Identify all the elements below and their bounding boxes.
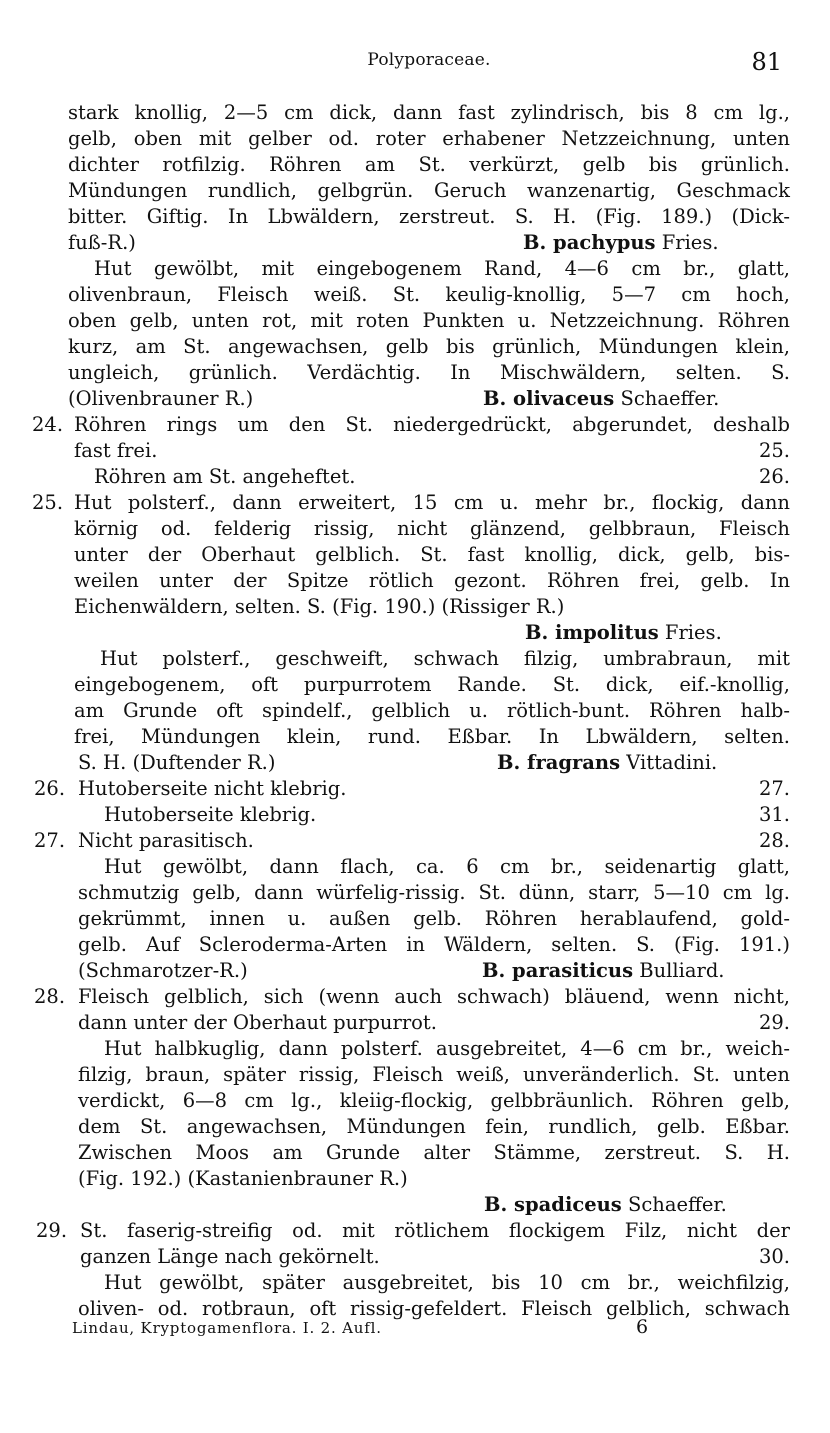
key-text: ganzen Länge nach gekörnelt. — [80, 1245, 380, 1268]
key-number: 25. — [32, 491, 64, 514]
text-line: Röhren rings um den St. niedergedrückt, abgerundet, deshalb — [74, 413, 790, 436]
text-line: filzig, braun, später rissig, Fleisch weiß, unveränderlich. St. unten — [78, 1063, 790, 1086]
text-line: kurz, am St. angewachsen, gelb bis grünlich, Mündungen klein, — [68, 335, 790, 358]
text-line: Hut gewölbt, mit eingebogenem Rand, 4—6 cm br., glatt, — [94, 257, 790, 280]
text-line: (Schmarotzer-R.) — [78, 959, 248, 982]
text-line: ungleich, grünlich. Verdächtig. In Mischwäldern, selten. S. — [68, 361, 790, 384]
key-text: Hutoberseite nicht klebrig. — [78, 777, 347, 800]
key-line — [78, 1010, 790, 1036]
key-line — [78, 776, 790, 802]
page-header — [68, 48, 790, 88]
text-line: Eichenwäldern, selten. S. (Fig. 190.) (Rissiger R.) — [74, 595, 565, 618]
text-line: Fleisch gelblich, sich (wenn auch schwach) bläuend, wenn nicht, — [78, 985, 790, 1008]
species-author: Fries. — [658, 621, 722, 644]
key-target: 29. — [758, 1011, 790, 1034]
species-binomial: B. pachypus — [523, 231, 656, 254]
text-line: gelb. Auf Scleroderma-Arten in Wäldern, selten. S. (Fig. 191.) — [78, 933, 790, 956]
text-line: stark knollig, 2—5 cm dick, dann fast zylindrisch, bis 8 cm lg., — [68, 101, 790, 124]
page-footer — [72, 1316, 792, 1342]
text-line: oben gelb, unten rot, mit roten Punkten u. Netzzeichnung. Röhren — [68, 309, 790, 332]
key-number: 29. — [36, 1219, 68, 1242]
key-text: Nicht parasitisch. — [78, 829, 254, 852]
text-line: olivenbraun, Fleisch weiß. St. keulig-knollig, 5—7 cm hoch, — [68, 283, 790, 306]
key-target: 27. — [758, 777, 790, 800]
text-line: Hut polsterf., geschweift, schwach filzig, umbrabraun, mit — [100, 647, 790, 670]
key-target: 26. — [758, 465, 790, 488]
key-line — [74, 438, 790, 464]
species-binomial: B. parasiticus — [482, 959, 634, 982]
text-line: bitter. Giftig. In Lbwäldern, zerstreut. S. H. (Fig. 189.) (Dick- — [68, 205, 790, 228]
key-line — [80, 1244, 790, 1270]
key-text: Röhren am St. angeheftet. — [94, 465, 356, 488]
text-line: Zwischen Moos am Grunde alter Stämme, zerstreut. S. H. — [78, 1141, 790, 1164]
species-name — [482, 958, 725, 984]
key-target: 31. — [758, 803, 790, 826]
text-line: gekrümmt, innen u. außen gelb. Röhren herablaufend, gold- — [78, 907, 790, 930]
species-name — [484, 1192, 727, 1218]
species-name — [525, 620, 722, 646]
key-line — [78, 828, 790, 854]
key-number: 26. — [34, 777, 66, 800]
species-author: Bulliard. — [633, 959, 725, 982]
text-line: weilen unter der Spitze rötlich gezont. Röhren frei, gelb. In — [74, 569, 790, 592]
key-target: 25. — [758, 439, 790, 462]
text-line: (Olivenbrauner R.) — [68, 387, 254, 410]
species-name — [497, 750, 717, 776]
species-binomial: B. impolitus — [525, 621, 659, 644]
text-line: eingebogenem, oft purpurrotem Rande. St. dick, eif.-knollig, — [74, 673, 790, 696]
species-binomial: B. olivaceus — [483, 387, 615, 410]
text-line: (Fig. 192.) (Kastanienbrauner R.) — [78, 1167, 408, 1190]
species-author: Schaeffer. — [621, 1193, 727, 1216]
text-line: St. faserig-streifig od. mit rötlichem flockigem Filz, nicht der — [80, 1219, 790, 1242]
text-line: Mündungen rundlich, gelbgrün. Geruch wanzenartig, Geschmack — [68, 179, 790, 202]
key-number: 27. — [34, 829, 66, 852]
text-line: gelb, oben mit gelber od. roter erhabener Netzzeichnung, unten — [68, 127, 790, 150]
species-binomial: B. spadiceus — [484, 1193, 622, 1216]
text-line: verdickt, 6—8 cm lg., kleiig-flockig, gelbbräunlich. Röhren gelb, — [78, 1089, 790, 1112]
text-line: am Grunde oft spindelf., gelblich u. rötlich-bunt. Röhren halb- — [74, 699, 790, 722]
signature-mark: 6 — [636, 1316, 649, 1338]
key-number: 28. — [34, 985, 66, 1008]
footer-source: Lindau, Kryptogamenflora. I. 2. Aufl. — [72, 1319, 382, 1337]
text-line: Hut polsterf., dann erweitert, 15 cm u. mehr br., flockig, dann — [74, 491, 790, 514]
text-line: schmutzig gelb, dann würfelig-rissig. St. dünn, starr, 5—10 cm lg. — [78, 881, 790, 904]
species-author: Vittadini. — [620, 751, 718, 774]
text-line: dem St. angewachsen, Mündungen fein, rundlich, gelb. Eßbar. — [78, 1115, 790, 1138]
key-text: Hutoberseite klebrig. — [104, 803, 317, 826]
text-line: körnig od. felderig rissig, nicht glänzend, gelbbraun, Fleisch — [74, 517, 790, 540]
species-name — [523, 230, 719, 256]
page-number: 81 — [751, 48, 782, 76]
species-author: Fries. — [655, 231, 719, 254]
text-line: S. H. (Duftender R.) — [78, 751, 276, 774]
text-line: unter der Oberhaut gelblich. St. fast knollig, dick, gelb, bis- — [74, 543, 790, 566]
text-line: oliven- od. rotbraun, oft rissig-gefeldert. Fleisch gelblich, schwach — [78, 1297, 790, 1320]
text-line: frei, Mündungen klein, rund. Eßbar. In Lbwäldern, selten. — [74, 725, 790, 748]
species-name — [483, 386, 719, 412]
species-author: Schaeffer. — [614, 387, 720, 410]
key-target: 28. — [758, 829, 790, 852]
text-line: dichter rotfilzig. Röhren am St. verkürzt, gelb bis grünlich. — [68, 153, 790, 176]
key-number: 24. — [32, 413, 64, 436]
species-binomial: B. fragrans — [497, 751, 621, 774]
text-line: Hut gewölbt, später ausgebreitet, bis 10 cm br., weichfilzig, — [104, 1271, 790, 1294]
text-line: Hut halbkuglig, dann polsterf. ausgebreitet, 4—6 cm br., weich- — [104, 1037, 790, 1060]
key-target: 30. — [758, 1245, 790, 1268]
key-line — [74, 464, 790, 490]
running-title: Polyporaceae. — [367, 50, 491, 70]
key-text: dann unter der Oberhaut purpurrot. — [78, 1011, 437, 1034]
key-text: fast frei. — [74, 439, 158, 462]
text-line: Hut gewölbt, dann flach, ca. 6 cm br., seidenartig glatt, — [104, 855, 790, 878]
key-line — [78, 802, 790, 828]
text-line: fuß-R.) — [68, 231, 136, 254]
